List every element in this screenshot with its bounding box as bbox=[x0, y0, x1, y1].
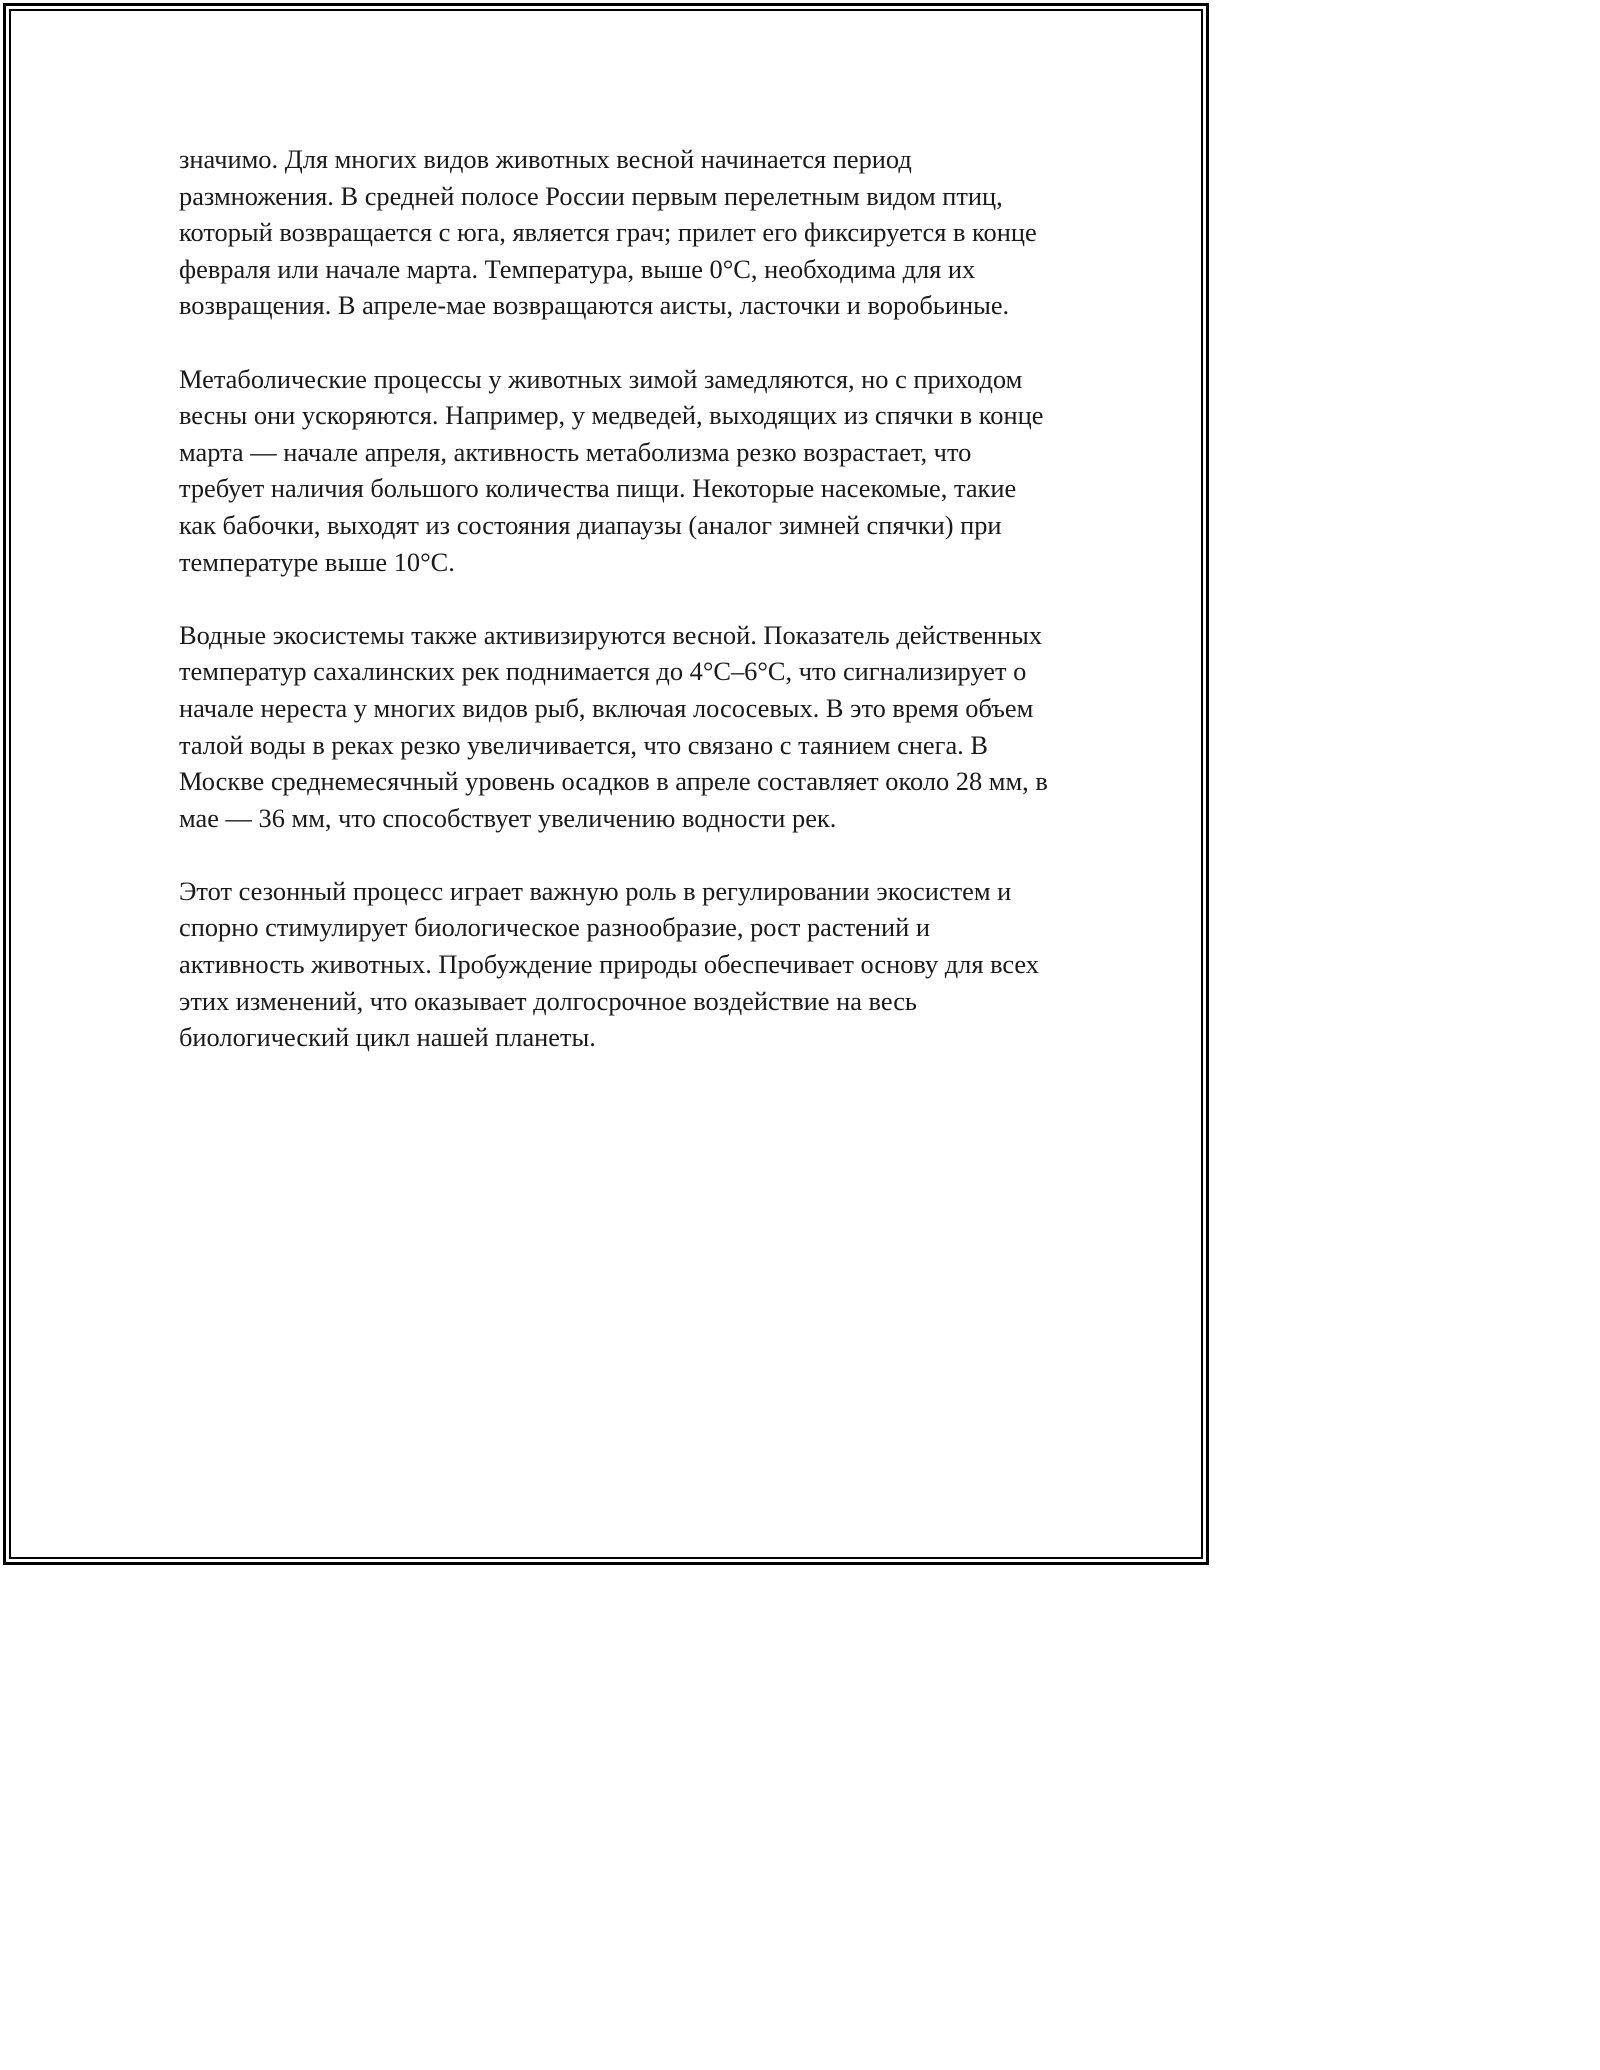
document-body bbox=[179, 141, 1059, 1092]
paragraph-spring-animals: значимо. Для многих видов животных весной начинается период размножения. В средней полосе России первым перелетным видом птиц, который возвращается с юга, является грач; прилет его фиксируется в конце февраля или начале марта. Температура, выше 0°C, необходима для их возвращения. В апреле-мае возвращаются аисты, ласточки и воробьиные. bbox=[179, 144, 1037, 321]
paragraph-water-ecosystems: Водные экосистемы также активизируются весной. Показатель действенных температур сахалинских рек поднимается до 4°C–6°C, что сигнализирует о начале нереста у многих видов рыб, включая лососевых. В это время объем талой воды в реках резко увеличивается, что связано с таянием снега. В Москве среднемесячный уровень осадков в апреле составляет около 28 мм, в мае — 36 мм, что способствует увеличению водности рек. bbox=[179, 619, 1048, 833]
paragraph-conclusion: Этот сезонный процесс играет важную роль в регулировании экосистем и спорно стимулирует биологическое разнообразие, рост растений и активность животных. Пробуждение природы обеспечивает основу для всех этих изменений, что оказывает долгосрочное воздействие на весь биологический цикл нашей планеты. bbox=[179, 875, 1039, 1053]
paragraph-metabolism: Метаболические процессы у животных зимой замедляются, но с приходом весны они ускоряются. Например, у медведей, выходящих из спячки в конце марта — начале апреля, активность метаболизма резко возрастает, что требует наличия большого количества пищи. Некоторые насекомые, такие как бабочки, выходят из состояния диапаузы (аналог зимней спячки) при температуре выше 10°C. bbox=[179, 363, 1044, 577]
